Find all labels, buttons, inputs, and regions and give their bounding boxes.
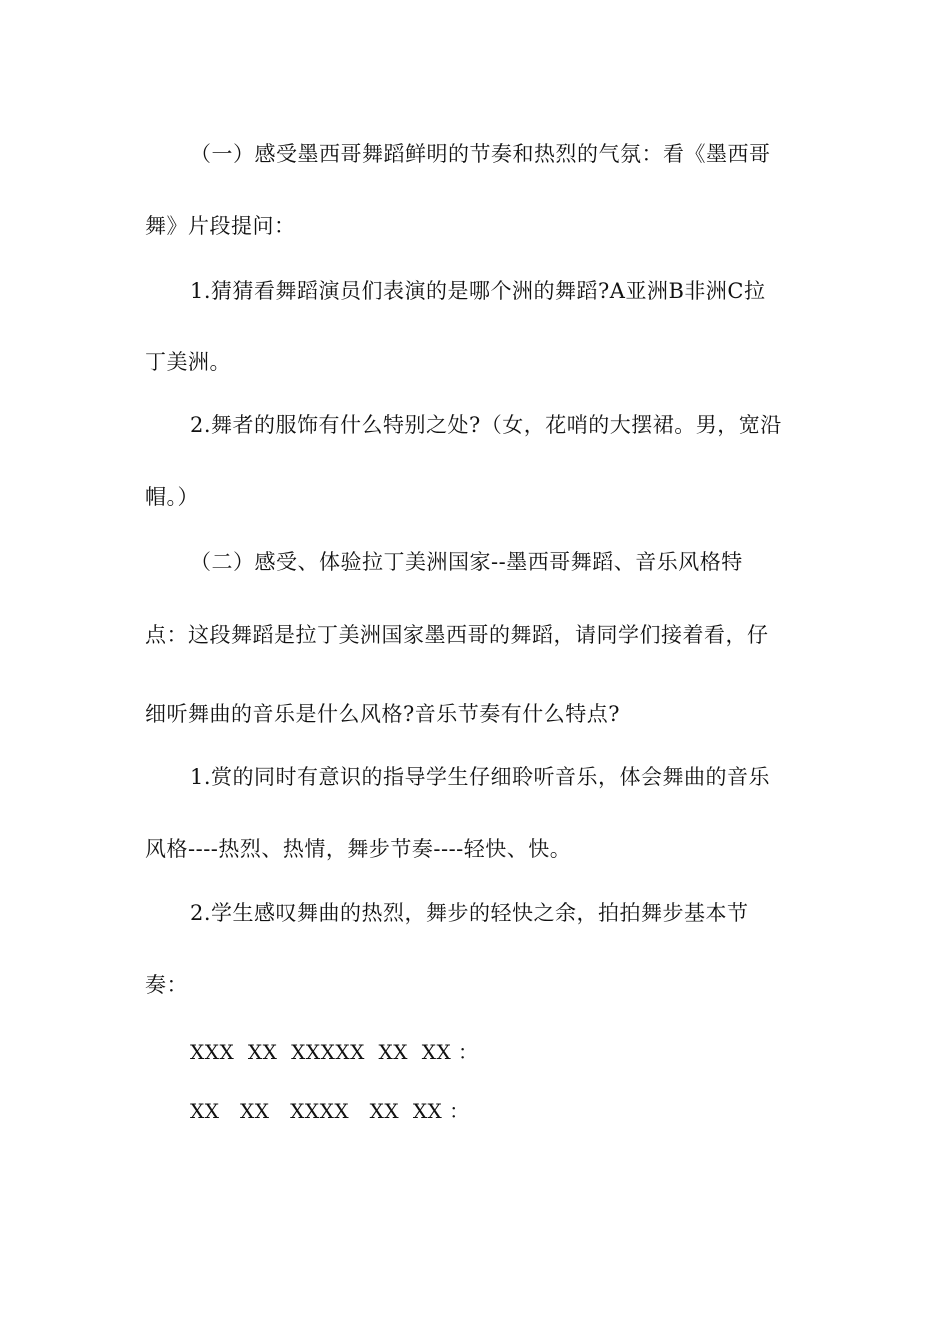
step-2-line-2: 奏： — [145, 973, 188, 997]
step-1-line-1: 1.赏的同时有意识的指导学生仔细聆听音乐，体会舞曲的音乐 — [190, 765, 771, 789]
question-1-line-1: 1.猜猜看舞蹈演员们表演的是哪个洲的舞蹈?A亚洲B非洲C拉 — [190, 279, 766, 303]
step-1-line-2: 风格----热烈、热情，舞步节奏----轻快、快。 — [145, 837, 572, 861]
section-heading-2-line-1: （二）感受、体验拉丁美洲国家--墨西哥舞蹈、音乐风格特 — [190, 550, 743, 574]
rhythm-pattern-1: XXX XX XXXXX XX XX ： — [190, 1040, 479, 1064]
question-2-line-2: 帽。） — [145, 485, 199, 509]
section-heading-1-line-2: 舞》片段提问： — [145, 214, 296, 238]
question-1-line-2: 丁美洲。 — [145, 350, 231, 374]
question-2-line-1: 2.舞者的服饰有什么特别之处?（女，花哨的大摆裙。男，宽沿 — [190, 413, 782, 437]
section-heading-2-line-2: 点：这段舞蹈是拉丁美洲国家墨西哥的舞蹈，请同学们接着看，仔 — [145, 623, 769, 647]
step-2-line-1: 2.学生感叹舞曲的热烈，舞步的轻快之余，拍拍舞步基本节 — [190, 901, 749, 925]
section-heading-1-line-1: （一）感受墨西哥舞蹈鲜明的节奏和热烈的气氛：看《墨西哥 — [190, 142, 771, 166]
rhythm-pattern-2: XX XX XXXX XX XX ： — [190, 1099, 470, 1123]
section-heading-2-line-3: 细听舞曲的音乐是什么风格?音乐节奏有什么特点? — [145, 702, 621, 726]
